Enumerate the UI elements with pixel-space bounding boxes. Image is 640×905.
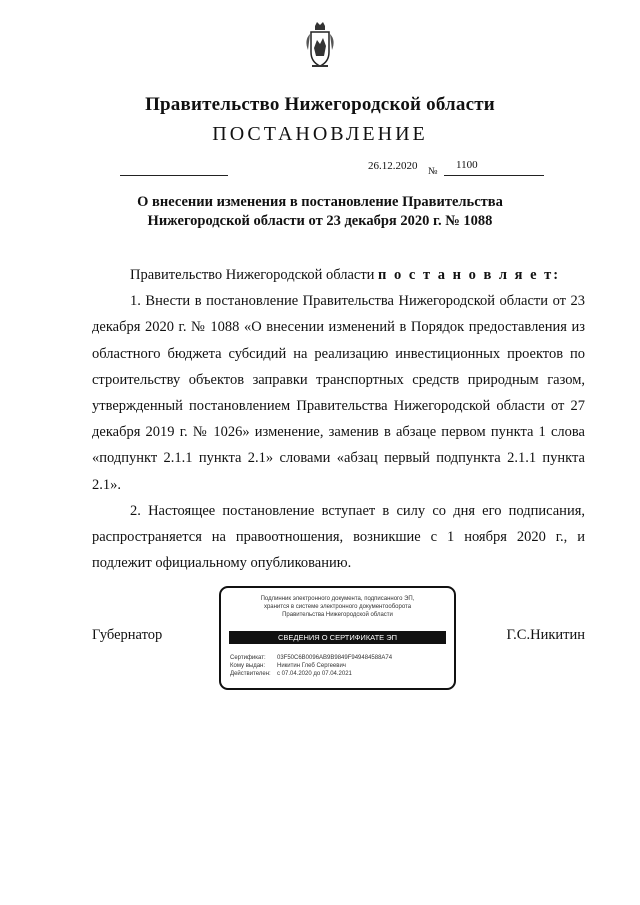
- government-name: Правительство Нижегородской области: [145, 94, 495, 115]
- number-label: №: [428, 166, 438, 177]
- certificate-row: [230, 654, 450, 662]
- issued-to-label: Кому выдан:: [230, 663, 266, 669]
- signer-title: Губернатор: [92, 627, 163, 643]
- preamble: [92, 262, 585, 288]
- stamp-intro-line-2: хранится в системе электронного документооборота: [263, 604, 412, 610]
- certificate-details: [230, 654, 450, 678]
- date-underline: [120, 175, 228, 176]
- certificate-value: 03F50C6B0096AB9B9849F949484588A74: [277, 655, 393, 661]
- stamp-intro-line-1: Подлинник электронного документа, подписанного ЭП,: [260, 596, 415, 602]
- paragraph-2: 2. Настоящее постановление вступает в силу со дня его подписания, распространяется на правоотношения, возникшие с 1 ноября 2020 г., и подлежит официальному опубликованию.: [92, 502, 585, 572]
- signer-name: Г.С.Никитин: [506, 627, 585, 643]
- registration-date: 26.12.2020: [368, 160, 418, 172]
- e-signature-stamp: [219, 586, 456, 690]
- preamble-prefix: Правительство Нижегородской области: [130, 267, 379, 283]
- stamp-intro-line-3: Правительства Нижегородской области: [282, 612, 393, 618]
- issued-to-value: Никитин Глеб Сергеевич: [277, 663, 346, 669]
- certificate-label: Сертификат:: [230, 655, 266, 661]
- document-type: ПОСТАНОВЛЕНИЕ: [212, 123, 428, 145]
- issued-to-row: [230, 662, 450, 670]
- document-subject: [0, 193, 640, 231]
- coat-of-arms-icon: [302, 22, 338, 70]
- validity-value: с 07.04.2020 до 07.04.2021: [277, 671, 352, 677]
- document-body: [92, 262, 585, 576]
- preamble-verb: п о с т а н о в л я е т:: [378, 267, 561, 283]
- registration-number: 1100: [456, 159, 478, 171]
- stamp-intro: [221, 595, 454, 619]
- certificate-header: СВЕДЕНИЯ О СЕРТИФИКАТЕ ЭП: [229, 631, 446, 644]
- validity-row: [230, 670, 450, 678]
- number-underline: [444, 175, 544, 176]
- subject-line-1: О внесении изменения в постановление Правительства: [137, 194, 503, 210]
- validity-label: Действителен:: [230, 671, 271, 677]
- paragraph-1: 1. Внести в постановление Правительства Нижегородской области от 23 декабря 2020 г. № 1088 «О внесении изменений в Порядок предоставления из областного бюджета субсидий на реализацию инвестиционных проектов по строительству объектов заправки транспортных средств природным газом, утвержденный постановлением Правительства Нижегородской области от 27 декабря 2019 г. № 1026» изменение, заменив в абзаце первом пункта 1 слова «подпункт 2.1.1 пункта 2.1» словами «абзац первый подпункта 2.1.1 пункта 2.1».: [92, 293, 585, 493]
- subject-line-2: Нижегородской области от 23 декабря 2020 г. № 1088: [147, 213, 493, 229]
